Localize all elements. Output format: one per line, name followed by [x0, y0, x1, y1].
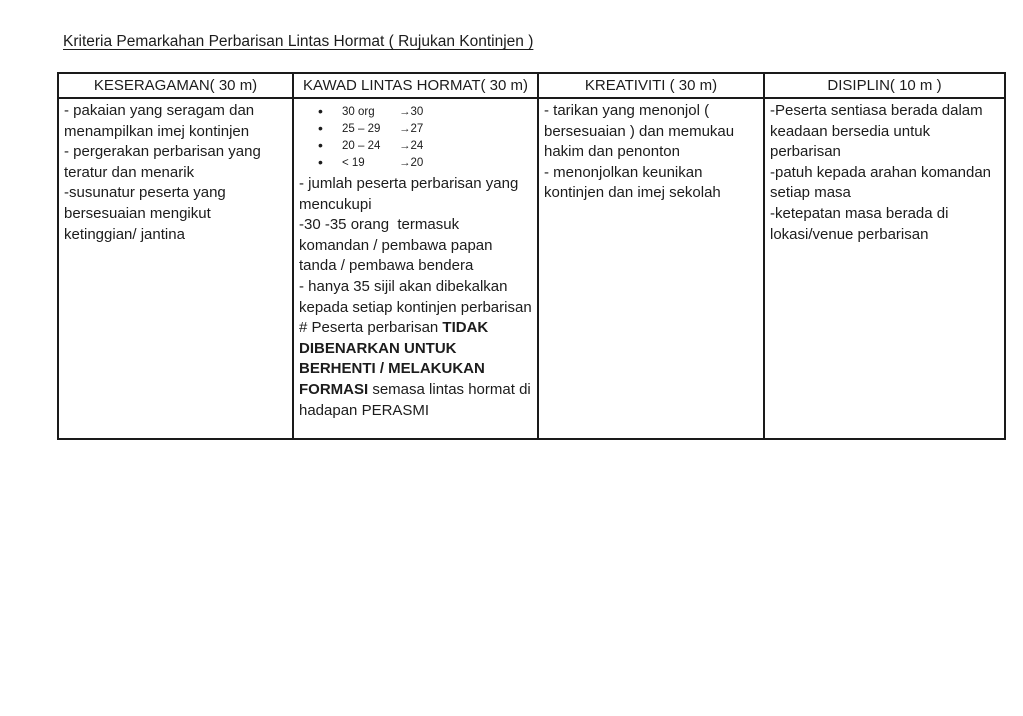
col-header-kawad-lintas-hormat: KAWAD LINTAS HORMAT( 30 m): [293, 73, 538, 98]
cell-disiplin: [764, 98, 1005, 439]
criteria-paragraph: - menonjolkan keunikan kontinjen dan imej sekolah: [544, 163, 721, 202]
cell-kawad-lintas-hormat: [293, 98, 538, 439]
criteria-paragraph: - pakaian yang seragam dan menampilkan imej kontinjen: [64, 102, 259, 140]
participant-range: 30 org: [342, 106, 375, 118]
participant-range: < 19: [342, 157, 365, 169]
participant-range: 25 – 29: [342, 123, 381, 135]
body-row: [58, 98, 1005, 439]
criteria-paragraph: - hanya 35 sijil akan dibekalkan kepada setiap kontinjen perbarisan: [299, 277, 532, 316]
cell-kreativiti: [538, 98, 764, 439]
criteria-paragraph: - pergerakan perbarisan yang teratur dan menarik: [64, 143, 265, 181]
criteria-paragraph: # Peserta perbarisan TIDAK DIBENARKAN UNTUK BERHENTI / MELAKUKAN FORMASI semasa lintas hormat di hadapan PERASMI: [299, 319, 535, 419]
criteria-paragraph: - tarikan yang menonjol ( bersesuaian ) dan memukau hakim dan penonton: [544, 102, 739, 161]
header-row: [58, 73, 1005, 98]
score-bullet-item: [299, 155, 532, 172]
criteria-paragraph: -susunatur peserta yang bersesuaian mengikut ketinggian/ jantina: [64, 184, 230, 243]
criteria-paragraph: -ketepatan masa berada di lokasi/venue perbarisan: [770, 204, 953, 243]
score-bullet-item: [299, 104, 532, 121]
score-bullet-list: [299, 104, 532, 172]
score-value: →27: [399, 123, 424, 135]
participant-range: 20 – 24: [342, 140, 381, 152]
criteria-paragraph: -Peserta sentiasa berada dalam keadaan bersedia untuk perbarisan: [770, 102, 987, 161]
score-bullet-item: [299, 138, 532, 155]
col-header-disiplin: DISIPLIN( 10 m ): [764, 73, 1005, 98]
col-header-kreativiti: KREATIVITI ( 30 m): [538, 73, 764, 98]
col-header-keseragaman: KESERAGAMAN( 30 m): [58, 73, 293, 98]
criteria-table: [57, 72, 1006, 440]
criteria-paragraph: -30 -35 orang termasuk komandan / pembawa papan tanda / pembawa bendera: [299, 216, 497, 275]
criteria-paragraph: -patuh kepada arahan komandan setiap masa: [770, 163, 996, 202]
score-value: →30: [399, 106, 424, 118]
cell-keseragaman: [58, 98, 293, 439]
score-value: →20: [399, 157, 424, 169]
criteria-paragraph: - jumlah peserta perbarisan yang mencukupi: [299, 175, 523, 213]
score-bullet-item: [299, 121, 532, 138]
score-value: →24: [399, 140, 424, 152]
page-title: Kriteria Pemarkahan Perbarisan Lintas Hormat ( Rujukan Kontinjen ): [63, 33, 534, 50]
